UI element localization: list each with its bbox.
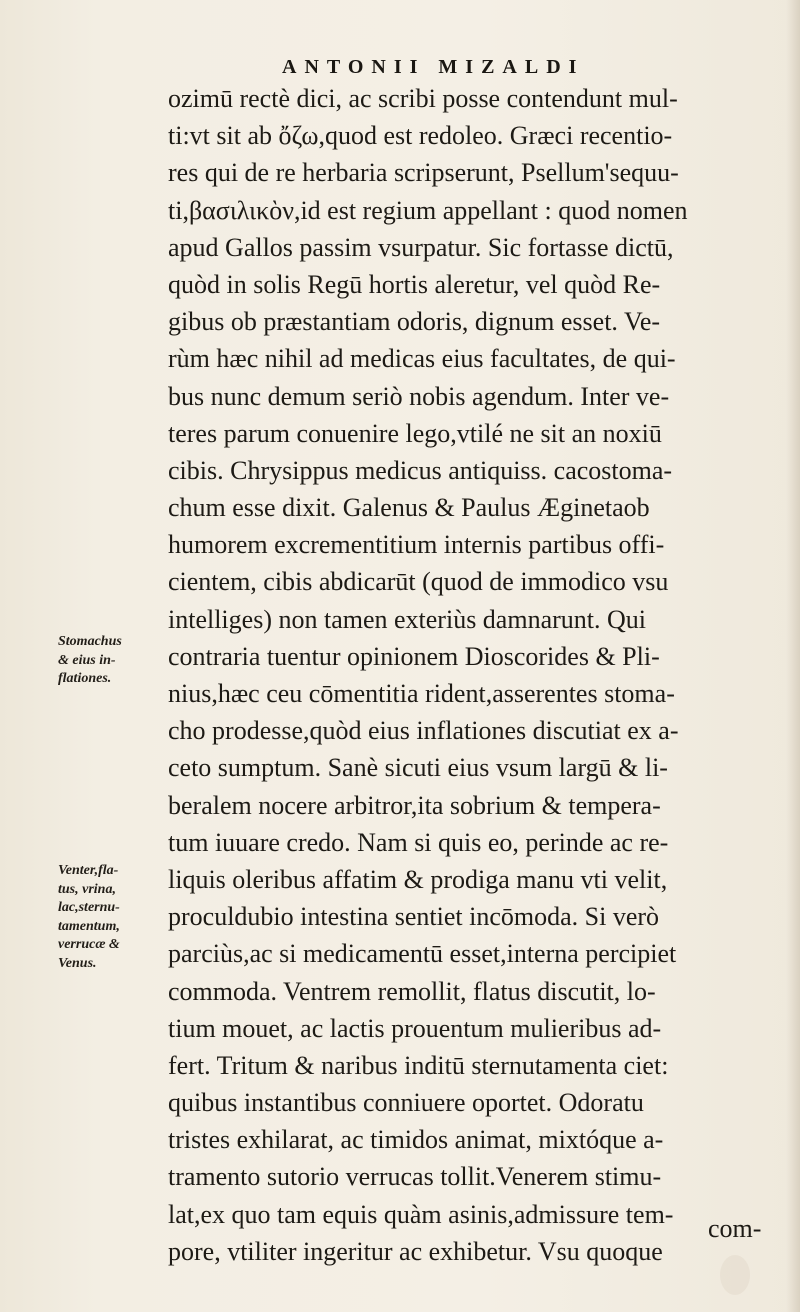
text-line: ti:vt sit ab ὄζω,quod est redoleo. Græci recentio- — [168, 121, 673, 151]
marginal-note-line: tus, vrina, — [58, 881, 116, 897]
marginal-note-line: lac,sternu- — [58, 900, 120, 915]
text-line: gibus ob præstantiam odoris, dignum esset. Ve- — [168, 307, 661, 337]
text-line: lat,ex quo tam equis quàm asinis,admissure tem- — [168, 1199, 674, 1229]
marginal-note-line: flationes. — [58, 671, 112, 686]
text-line: tium mouet, ac lactis prouentum mulieribus ad- — [168, 1013, 662, 1043]
marginal-note-line: Stomachus — [58, 634, 122, 649]
text-line: parciùs,ac si medicamentū esset,interna percipiet — [168, 939, 677, 969]
text-line: bus nunc demum seriò nobis agendum. Inter ve- — [168, 381, 670, 411]
text-line: nius,hæc ceu cōmentitia rident,asserentes stoma- — [168, 679, 675, 708]
text-line: tramento sutorio verrucas tollit.Venerem stimu- — [168, 1162, 662, 1192]
running-head: ANTONII MIZALDI — [282, 56, 585, 78]
marginal-note-line: Venus. — [58, 955, 97, 971]
text-line: fert. Tritum & naribus inditū sternutamenta ciet: — [168, 1050, 669, 1080]
text-line: tristes exhilarat, ac timidos animat, mixtóque a- — [168, 1125, 664, 1155]
text-line: res qui de re herbaria scripserunt, Psellum'sequu- — [168, 158, 679, 188]
text-line: rùm hæc nihil ad medicas eius facultates, de qui- — [168, 344, 676, 374]
text-line: tum iuuare credo. Nam si quis eo, perinde ac re- — [168, 827, 669, 857]
text-line: proculdubio intestina sentiet incōmoda. Si verò — [168, 902, 660, 932]
text-line: intelliges) non tamen exteriùs damnarunt. Qui — [168, 604, 646, 634]
text-line: cibis. Chrysippus medicus antiquiss. cacostoma- — [168, 455, 673, 485]
text-line: cho prodesse,quòd eius inflationes discutiat ex a- — [168, 716, 679, 746]
text-line: beralem nocere arbitror,ita sobrium & tempera- — [168, 790, 661, 820]
text-line: ozimū rectè dici, ac scribi posse contendunt mul- — [168, 84, 678, 113]
text-line: quòd in solis Regū hortis aleretur, vel quòd Re- — [168, 269, 661, 299]
marginal-note-line: & eius in- — [58, 652, 116, 668]
text-line: liquis oleribus affatim & prodiga manu vti velit, — [168, 864, 668, 894]
text-line: teres parum conuenire lego,vtilé ne sit an noxiū — [168, 418, 662, 448]
text-line: cientem, cibis abdicarūt (quod de immodico vsu — [168, 567, 669, 597]
marginal-note-stomach — [58, 633, 122, 689]
text-line: pore, vtiliter ingeritur ac exhibetur. Vsu quoque — [168, 1236, 663, 1266]
text-line: commoda. Ventrem remollit, flatus discutit, lo- — [168, 976, 656, 1006]
body-text — [168, 80, 798, 1270]
text-line: humorem excrementitium internis partibus offi- — [168, 530, 665, 560]
text-line: quibus instantibus conniuere oportet. Odoratu — [168, 1088, 644, 1118]
text-line: chum esse dixit. Galenus & Paulus Æginetaob — [168, 493, 650, 523]
text-line: ti,βασιλικὸν,id est regium appellant : quod nomen — [168, 195, 688, 225]
text-line: apud Gallos passim vsurpatur. Sic fortasse dictū, — [168, 232, 674, 262]
marginal-note-line: verrucæ & — [58, 937, 120, 952]
catchword: com- — [708, 1214, 762, 1243]
marginal-note-line: tamentum, — [58, 918, 120, 934]
marginal-note-line: Venter,fla- — [58, 863, 119, 878]
marginal-note-venter — [58, 862, 120, 973]
text-line: contraria tuentur opinionem Dioscorides & Pli- — [168, 641, 660, 671]
text-line: ceto sumptum. Sanè sicuti eius vsum largū & li- — [168, 753, 668, 783]
